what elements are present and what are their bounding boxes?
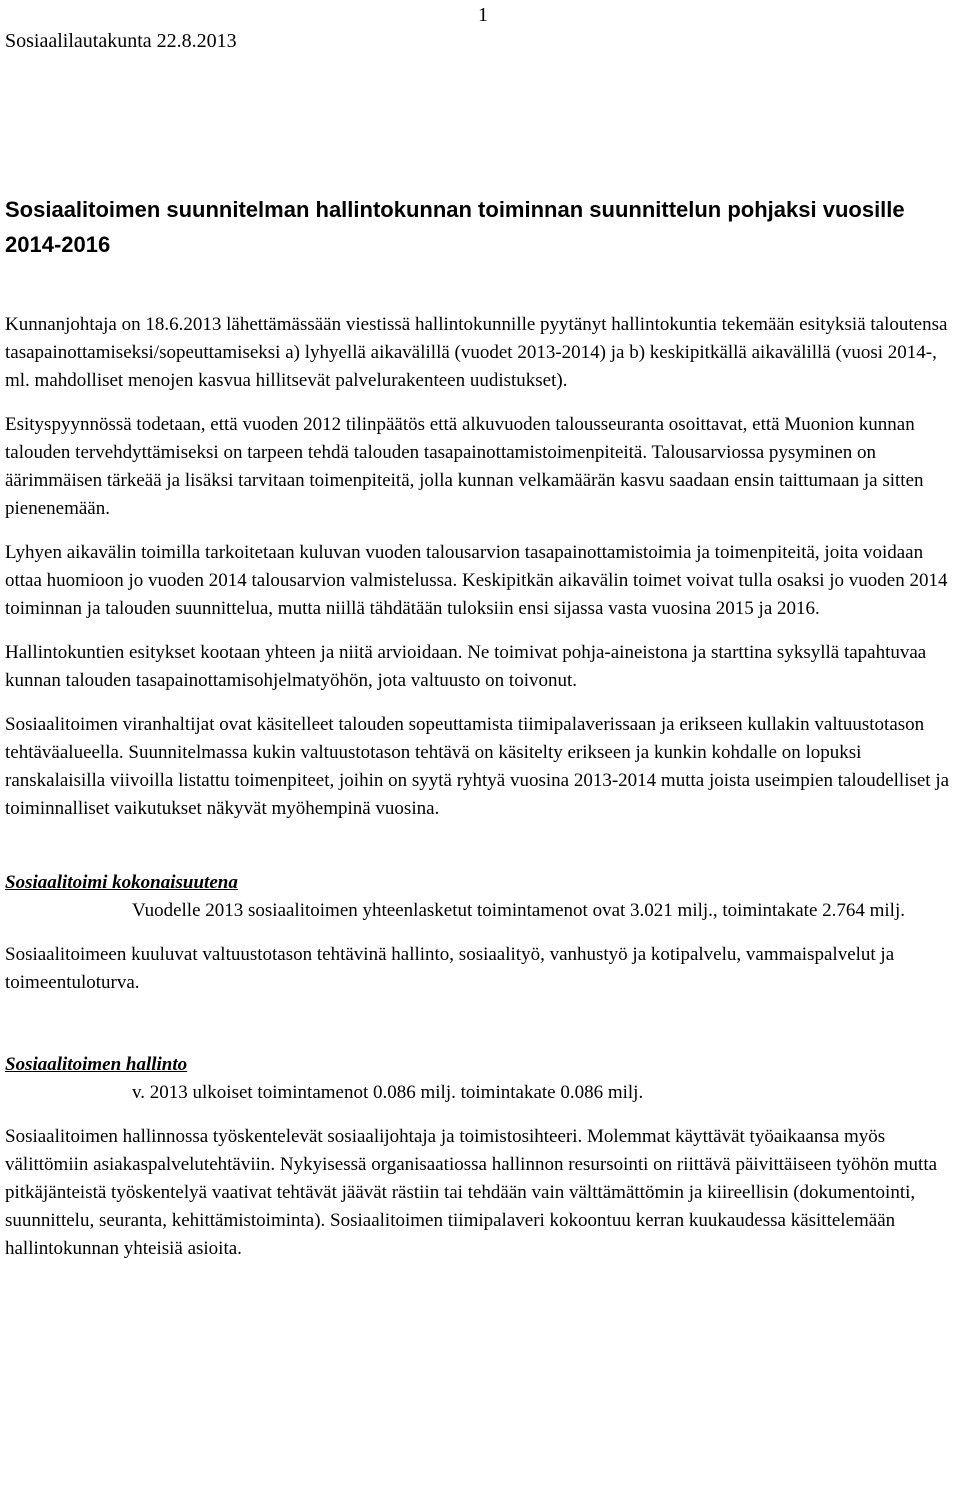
section-heading-overall: Sosiaalitoimi kokonaisuutena [5, 872, 238, 893]
paragraph-findings: Esityspyynnössä todetaan, että vuoden 2012 tilinpäätös että alkuvuoden talousseuranta osoittavat, että Muonion kunnan talouden tervehdyttämiseksi on tarpeen tehdä talouden tasapainottamistoimenpiteitä. Talousarviossa pysyminen on äärimmäisen tärkeää ja lisäksi tarvitaan toimenpiteitä, jolla kunnan velkamäärän kasvu saadaan ensin taittumaan ja sitten pienenemään. [5, 414, 924, 519]
paragraph-proposals: Hallintokuntien esitykset kootaan yhteen ja niitä arvioidaan. Ne toimivat pohja-aineistona ja starttina syksyllä tapahtuvaa kunnan talouden tasapainottamisohjelmatyöhön, jota valtuusto on toivonut. [5, 642, 927, 691]
document-body [5, 311, 950, 1279]
administration-budget-figures: v. 2013 ulkoiset toimintamenot 0.086 milj. toimintakate 0.086 milj. [132, 1082, 644, 1103]
paragraph-short-term: Lyhyen aikavälin toimilla tarkoitetaan kuluvan vuoden talousarvion tasapainottamistoimia ja toimenpiteitä, joita voidaan ottaa huomioon jo vuoden 2014 talousarvion valmistelussa. Keskipitkän aikavälin toimet voivat tulla osaksi jo vuoden 2014 toiminnan ja talouden suunnittelua, mutta niillä tähdätään tuloksiin ensi sijassa vasta vuosina 2015 ja 2016. [5, 542, 948, 619]
section-gap [5, 1013, 950, 1051]
section-gap [5, 839, 950, 869]
meeting-header: Sosiaalilautakunta 22.8.2013 [5, 30, 237, 52]
section-heading-administration: Sosiaalitoimen hallinto [5, 1054, 188, 1075]
paragraph-overall-tasks: Sosiaalitoimeen kuuluvat valtuustotason tehtävinä hallinto, sosiaalityö, vanhustyö ja kotipalvelu, vammaispalvelut ja toimeentuloturva. [5, 944, 895, 993]
paragraph-request: Kunnanjohtaja on 18.6.2013 lähettämässään viestissä hallintokunnille pyytänyt hallintokuntia tekemään esityksiä taloutensa tasapainottamiseksi/sopeuttamiseksi a) lyhyellä aikavälillä (vuodet 2013-2014) ja b) keskipitkällä aikavälillä (vuosi 2014-, ml. mahdolliset menojen kasvua hillitsevät palvelurakenteen uudistukset). [5, 314, 948, 391]
overall-budget-figures: Vuodelle 2013 sosiaalitoimen yhteenlasketut toimintamenot ovat 3.021 milj., toimintakate 2.764 milj. [132, 900, 905, 921]
paragraph-administration: Sosiaalitoimen hallinnossa työskentelevät sosiaalijohtaja ja toimistosihteeri. Molemmat käyttävät työaikaansa myös välittömiin asiakaspalvelutehtäviin. Nykyisessä organisaatiossa hallinnon resursointi on riittävä päivittäiseen työhön mutta pitkäjänteistä työskentelyä vaativat tehtävät jäävät rästiin tai tehdään vain välttämättömin ja kiireellisin (dokumentointi, suunnittelu, seuranta, kehittämistoiminta). Sosiaalitoimen tiimipalaveri kokoontuu kerran kuukaudessa käsittelemään hallintokunnan yhteisiä asioita. [5, 1126, 938, 1259]
document-title: Sosiaalitoimen suunnitelman hallintokunnan toiminnan suunnittelun pohjaksi vuosille 2014-2016 [5, 197, 905, 257]
page-number: 1 [478, 4, 488, 26]
paragraph-plan: Sosiaalitoimen viranhaltijat ovat käsitelleet talouden sopeuttamista tiimipalaverissaan ja erikseen kullakin valtuustotason tehtäväalueella. Suunnitelmassa kukin valtuustotason tehtävä on käsitelty erikseen ja kunkin kohdalle on lopuksi ranskalaisilla viivoilla listattu toimenpiteet, joihin on syytä ryhtyä vuosina 2013-2014 mutta joista useimpien taloudelliset ja toiminnalliset vaikutukset näkyvät myöhempinä vuosina. [5, 714, 950, 819]
